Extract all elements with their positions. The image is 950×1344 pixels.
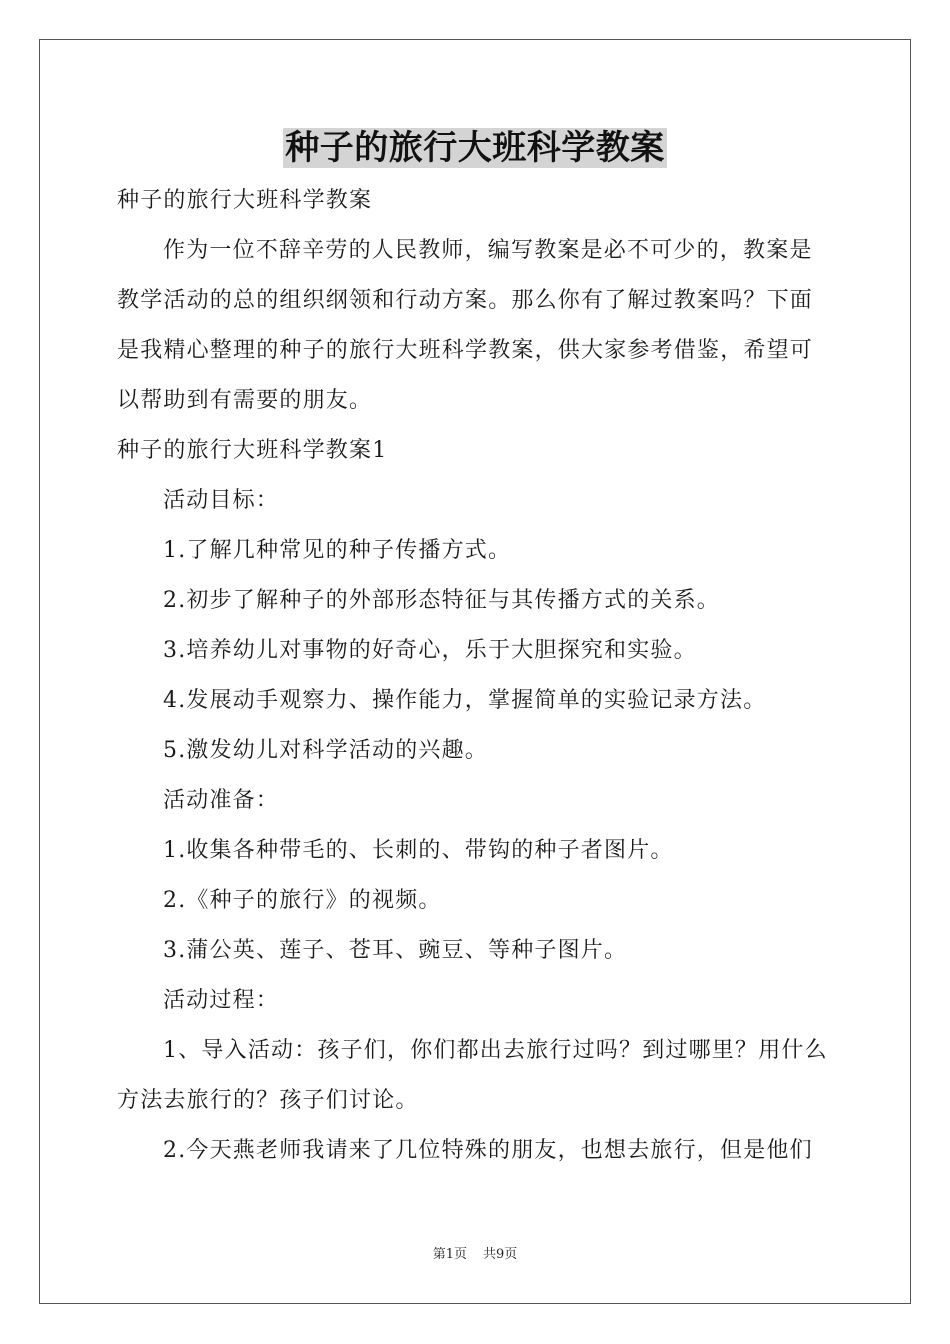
paragraph: 4.发展动手观察力、操作能力，掌握简单的实验记录方法。 [163,688,767,713]
paragraph: 活动目标： [163,488,280,513]
paragraph: 活动过程： [163,988,280,1013]
document-title-wrap [0,128,950,174]
paragraph: 2.《种子的旅行》的视频。 [163,888,442,913]
page-number: 第1页 [432,1247,467,1262]
paragraph: 活动准备： [163,788,280,813]
document-title: 种子的旅行大班科学教案 [285,128,665,168]
paragraph: 种子的旅行大班科学教案1 [117,438,388,463]
paragraph: 3.蒲公英、莲子、苍耳、豌豆、等种子图片。 [163,938,628,963]
page-footer [0,1246,950,1264]
document-body [117,176,833,1176]
paragraph: 1.收集各种带毛的、长刺的、带钩的种子者图片。 [163,838,674,863]
paragraph: 2.初步了解种子的外部形态特征与其传播方式的关系。 [163,588,720,613]
paragraph: 种子的旅行大班科学教案 [117,188,373,213]
paragraph: 5.激发幼儿对科学活动的兴趣。 [163,738,488,763]
page-total: 共9页 [483,1247,518,1262]
paragraph: 2.今天燕老师我请来了几位特殊的朋友，也想去旅行，但是他们 [163,1138,813,1163]
paragraph: 1、导入活动：孩子们，你们都出去旅行过吗？到过哪里？用什么方法去旅行的？孩子们讨论。 [117,1038,828,1113]
paragraph: 作为一位不辞辛劳的人民教师，编写教案是必不可少的，教案是教学活动的总的组织纲领和行动方案。那么你有了解过教案吗？下面是我精心整理的种子的旅行大班科学教案，供大家参考借鉴，希望可以帮助到有需要的朋友。 [117,238,814,413]
paragraph: 1.了解几种常见的种子传播方式。 [163,538,512,563]
paragraph: 3.培养幼儿对事物的好奇心，乐于大胆探究和实验。 [163,638,697,663]
